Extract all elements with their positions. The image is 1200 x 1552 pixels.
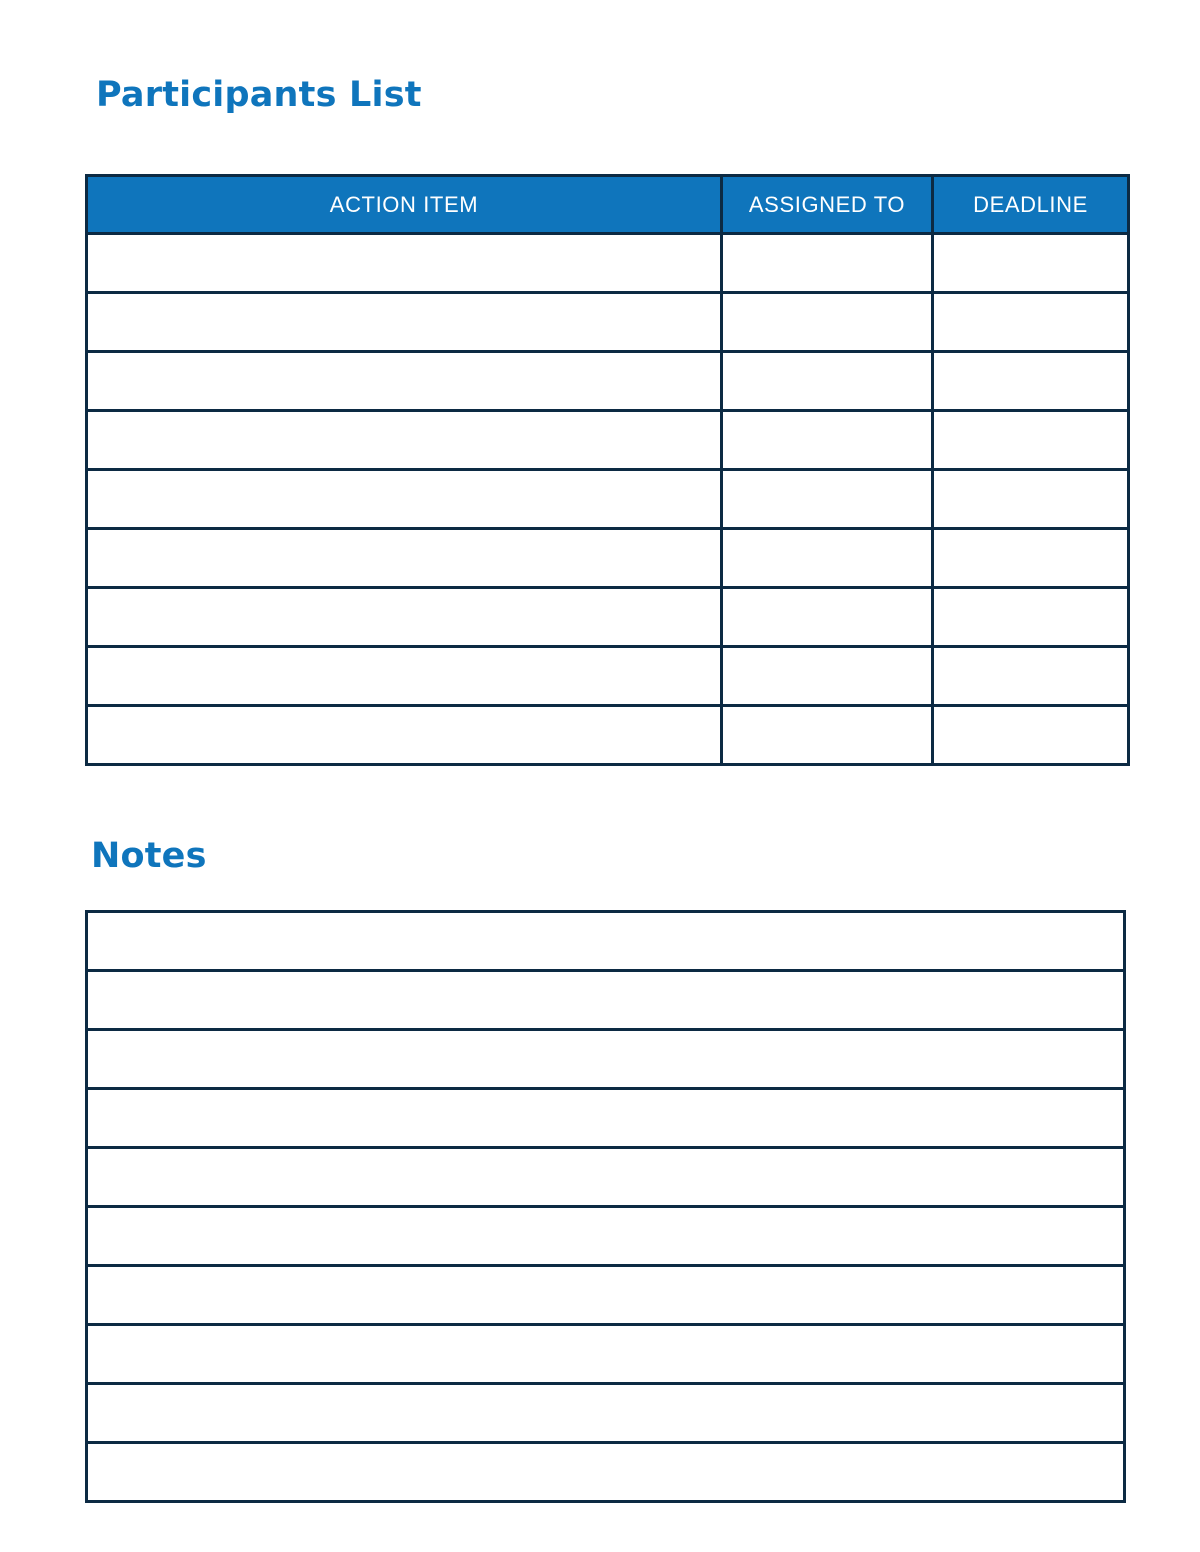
deadline-cell[interactable] [933,234,1129,293]
notes-row [87,1325,1125,1384]
notes-row [87,971,1125,1030]
deadline-cell[interactable] [933,647,1129,706]
action-item-cell[interactable] [87,588,722,647]
column-header-action-item: ACTION ITEM [87,176,722,234]
notes-line[interactable] [87,912,1125,971]
action-item-cell[interactable] [87,352,722,411]
column-header-assigned-to: ASSIGNED TO [722,176,933,234]
table-row [87,234,1129,293]
notes-row [87,1148,1125,1207]
assigned-to-cell[interactable] [722,411,933,470]
action-item-cell[interactable] [87,470,722,529]
table-row [87,529,1129,588]
notes-line[interactable] [87,1443,1125,1502]
assigned-to-cell[interactable] [722,706,933,765]
table-row [87,411,1129,470]
action-item-cell[interactable] [87,293,722,352]
notes-title: Notes [91,836,207,876]
notes-line[interactable] [87,971,1125,1030]
assigned-to-cell[interactable] [722,470,933,529]
notes-row [87,1207,1125,1266]
notes-row [87,1443,1125,1502]
assigned-to-cell[interactable] [722,234,933,293]
assigned-to-cell[interactable] [722,352,933,411]
notes-line[interactable] [87,1207,1125,1266]
notes-line[interactable] [87,1030,1125,1089]
table-row [87,293,1129,352]
notes-table [85,910,1126,1503]
table-row [87,352,1129,411]
action-item-cell[interactable] [87,529,722,588]
notes-row [87,1384,1125,1443]
action-item-cell[interactable] [87,647,722,706]
notes-row [87,1089,1125,1148]
action-item-cell[interactable] [87,411,722,470]
deadline-cell[interactable] [933,411,1129,470]
deadline-cell[interactable] [933,588,1129,647]
table-header-row [87,176,1129,234]
notes-line[interactable] [87,1089,1125,1148]
assigned-to-cell[interactable] [722,293,933,352]
notes-line[interactable] [87,1148,1125,1207]
notes-line[interactable] [87,1384,1125,1443]
deadline-cell[interactable] [933,529,1129,588]
assigned-to-cell[interactable] [722,647,933,706]
notes-line[interactable] [87,1325,1125,1384]
notes-line[interactable] [87,1266,1125,1325]
deadline-cell[interactable] [933,293,1129,352]
deadline-cell[interactable] [933,470,1129,529]
deadline-cell[interactable] [933,706,1129,765]
table-row [87,706,1129,765]
action-items-table [85,174,1130,766]
assigned-to-cell[interactable] [722,588,933,647]
table-row [87,647,1129,706]
action-item-cell[interactable] [87,706,722,765]
participants-list-title: Participants List [96,75,422,115]
table-row [87,588,1129,647]
assigned-to-cell[interactable] [722,529,933,588]
action-item-cell[interactable] [87,234,722,293]
deadline-cell[interactable] [933,352,1129,411]
table-row [87,470,1129,529]
notes-row [87,912,1125,971]
notes-row [87,1266,1125,1325]
column-header-deadline: DEADLINE [933,176,1129,234]
notes-row [87,1030,1125,1089]
